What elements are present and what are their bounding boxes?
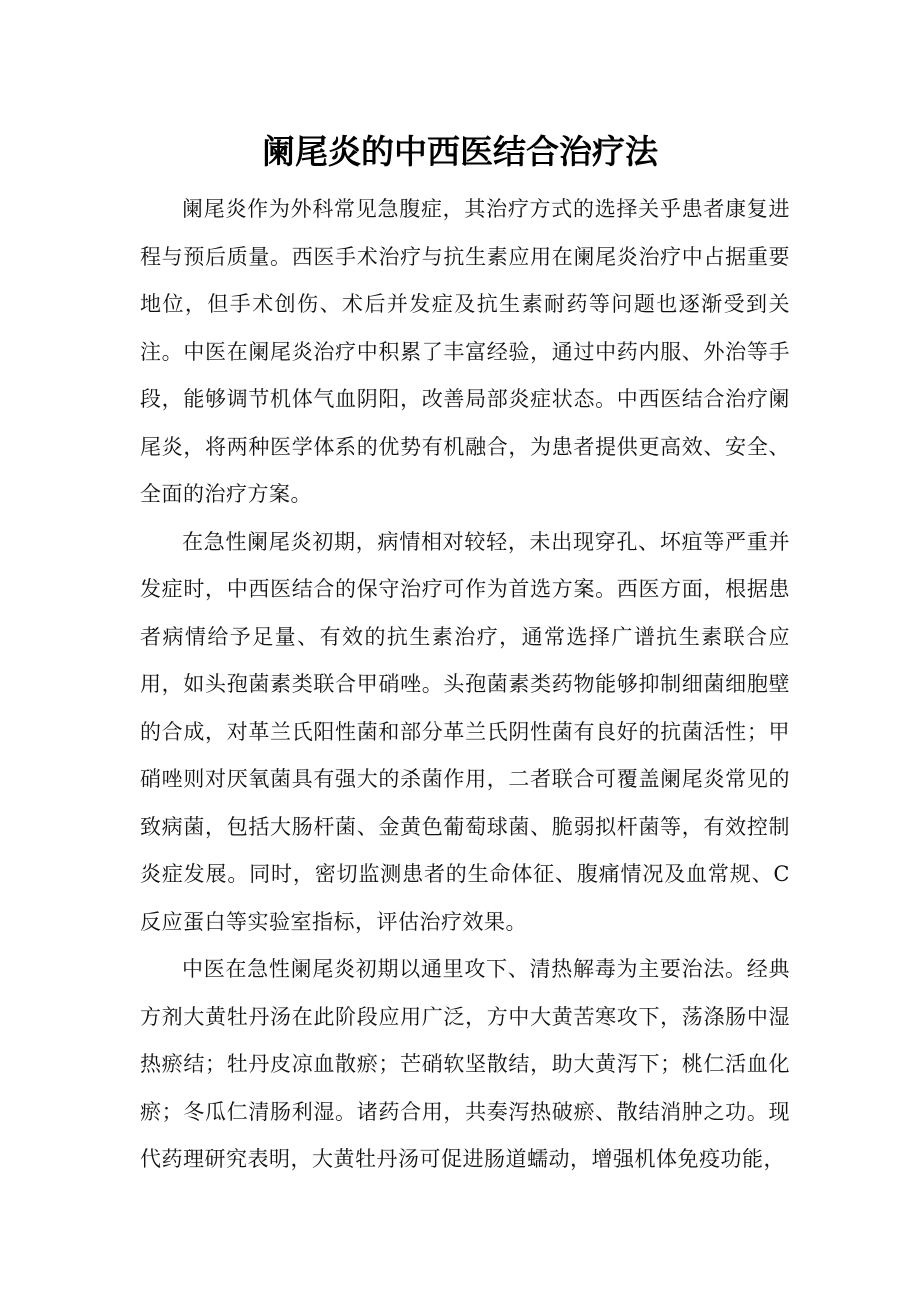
paragraph: 在急性阑尾炎初期，病情相对较轻，未出现穿孔、坏疽等严重并发症时，中西医结合的保守治疗可作为首选方案。西医方面，根据患者病情给予足量、有效的抗生素治疗，通常选择广谱抗生素联合应用，如头孢菌素类联合甲硝唑。头孢菌素类药物能够抑制细菌细胞壁的合成，对革兰氏阳性菌和部分革兰氏阴性菌有良好的抗菌活性；甲硝唑则对厌氧菌具有强大的杀菌作用，二者联合可覆盖阑尾炎常见的致病菌，包括大肠杆菌、金黄色葡萄球菌、脆弱拟杆菌等，有效控制炎症发展。同时，密切监测患者的生命体征、腹痛情况及血常规、C 反应蛋白等实验室指标，评估治疗效果。	[140, 529, 790, 934]
document-title: 阑尾炎的中西医结合治疗法	[262, 132, 658, 171]
document-body	[140, 186, 790, 1184]
paragraph: 中医在急性阑尾炎初期以通里攻下、清热解毒为主要治法。经典方剂大黄牡丹汤在此阶段应用广泛，方中大黄苦寒攻下，荡涤肠中湿热瘀结；牡丹皮凉血散瘀；芒硝软坚散结，助大黄泻下；桃仁活血化瘀；冬瓜仁清肠利湿。诸药合用，共奏泻热破瘀、散结消肿之功。现代药理研究表明，大黄牡丹汤可促进肠道蠕动，增强机体免疫功能，	[140, 957, 790, 1171]
paragraph: 阑尾炎作为外科常见急腹症，其治疗方式的选择关乎患者康复进程与预后质量。西医手术治疗与抗生素应用在阑尾炎治疗中占据重要地位，但手术创伤、术后并发症及抗生素耐药等问题也逐渐受到关注。中医在阑尾炎治疗中积累了丰富经验，通过中药内服、外治等手段，能够调节机体气血阴阳，改善局部炎症状态。中西医结合治疗阑尾炎，将两种医学体系的优势有机融合，为患者提供更高效、安全、全面的治疗方案。	[140, 197, 790, 506]
